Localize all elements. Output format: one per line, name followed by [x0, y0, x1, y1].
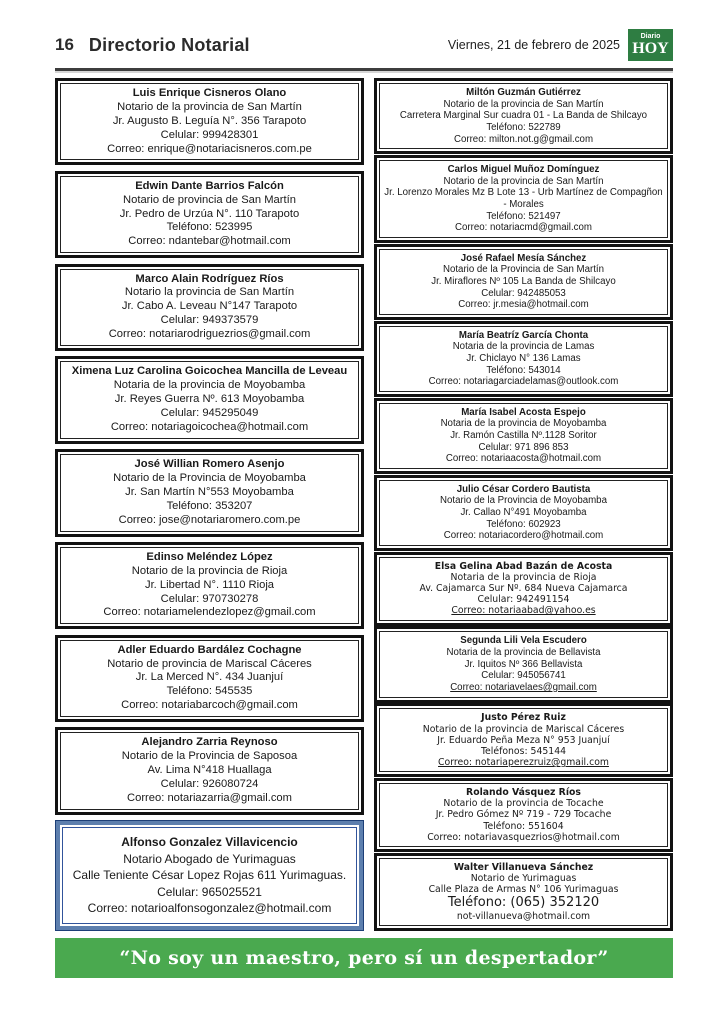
notary-line: Celular: 942491154 [477, 594, 570, 606]
notary-box [374, 321, 673, 397]
notary-line: Notario Abogado de Yurimaguas [123, 851, 296, 866]
notary-line: Teléfono: 353207 [166, 499, 253, 512]
header-divider [55, 68, 673, 71]
notary-line: Notario de provincia de Mariscal Cáceres [107, 657, 312, 670]
notary-box [374, 398, 673, 474]
notary-line: Notario de la provincia de Rioja [131, 564, 288, 577]
notary-line: Notaria de la provincia de Moyobamba [440, 418, 607, 430]
notary-line: Teléfono: 543014 [486, 364, 561, 376]
notary-box [55, 356, 364, 443]
notary-line: Notaria de la provincia de Rioja [450, 571, 597, 583]
notary-line: Correo: notariazarria@gmail.com [127, 792, 292, 805]
notary-line: Teléfono: 551604 [483, 820, 564, 832]
notary-line: Celular: 971 896 853 [478, 441, 569, 453]
notary-name: Adler Eduardo Bardález Cochagne [117, 643, 302, 656]
notary-box [55, 78, 364, 165]
notary-box [55, 542, 364, 629]
page-number: 16 [55, 35, 74, 54]
page-title: Directorio Notarial [88, 34, 250, 55]
notary-line: Av. Lima N°418 Huallaga [147, 764, 272, 777]
notary-line: Correo: notariaacosta@hotmail.com [445, 453, 602, 465]
notary-line: Jr. Ramón Castilla Nº.1128 Soritor [450, 430, 597, 442]
column-right [374, 78, 673, 931]
notary-line: Correo: notariabarcoch@gmail.com [121, 699, 298, 712]
notary-line: Celular: 965025521 [157, 884, 262, 899]
logo-diario-text: Diario [640, 33, 661, 41]
notary-line: Notario de la provincia de San Martín [443, 175, 604, 187]
notary-name: María Beatríz García Chonta [458, 329, 589, 341]
notary-line: Correo: notariamelendezlopez@gmail.com [103, 606, 316, 619]
notary-line: Celular: 942485053 [481, 287, 566, 299]
notary-box [374, 626, 673, 702]
notary-name: Alfonso Gonzalez Villavicencio [121, 835, 298, 850]
quote-banner [55, 938, 673, 978]
notary-line: Correo: notariarodriguezrios@gmail.com [108, 328, 311, 341]
diario-hoy-logo [628, 29, 673, 61]
notary-line: Celular: 945056741 [481, 670, 566, 682]
notary-line: Notario de Yurimaguas [470, 872, 577, 884]
notary-name: Marco Alain Rodríguez Ríos [135, 272, 284, 285]
notary-line: Carretera Marginal Sur cuadra 01 - La Banda de Shilcayo [399, 110, 648, 122]
notary-name: Elsa Gelina Abad Bazán de Acosta [434, 560, 613, 572]
notary-line: Calle Plaza de Armas N° 106 Yurimaguas [428, 884, 619, 895]
notary-line: Teléfono: 522789 [486, 121, 561, 133]
notary-line: Teléfonos: 545144 [480, 745, 567, 757]
notary-name: Julio César Cordero Bautista [456, 483, 591, 495]
notary-line: Notario de la Provincia de Moyobamba [440, 495, 607, 507]
notary-line: Jr. Pedro de Urzúa N°. 110 Tarapoto [119, 207, 300, 220]
notary-line: Correo: notarioalfonsogonzalez@hotmail.com [87, 901, 332, 916]
notary-line: Correo: notariaperezruiz@gmail.com [438, 757, 609, 769]
notary-line: Jr. Chiclayo N° 136 Lamas [466, 353, 581, 365]
notary-name: José Willian Romero Asenjo [134, 458, 285, 471]
notary-line: Jr. Iquitos Nº 366 Bellavista [464, 658, 583, 670]
notary-line: Notaria de la provincia de Moyobamba [113, 379, 306, 392]
notary-line: Notario de la provincia de San Martín [443, 98, 604, 110]
notary-line: Correo: jr.mesia@hotmail.com [458, 299, 589, 311]
notary-line: Teléfono: 523995 [166, 221, 253, 234]
quote-text: “No soy un maestro, pero sí un despertador” [119, 947, 609, 969]
notary-box [55, 727, 364, 814]
notary-line: Notario de la provincia de Mariscal Cáceres [422, 723, 625, 735]
notary-name: Justo Pérez Ruiz [481, 712, 566, 724]
notary-line: Celular: 945295049 [160, 407, 259, 420]
notary-name: José Rafael Mesía Sánchez [460, 252, 587, 264]
notary-line: Correo: notariagoicochea@hotmail.com [110, 420, 309, 433]
column-left [55, 78, 364, 931]
notary-line: Teléfono: 521497 [486, 210, 561, 222]
notary-line: Jr. Eduardo Peña Meza N° 953 Juanjuí [437, 734, 610, 746]
notary-line: not-villanueva@hotmail.com [456, 910, 591, 922]
notary-line: Correo: notariaabad@yahoo.es [451, 605, 596, 617]
notary-line: Teléfono: (065) 352120 [447, 895, 600, 911]
notary-box [55, 264, 364, 351]
notary-line: Teléfono: 545535 [166, 685, 253, 698]
notary-line: Correo: notariavasquezrios@hotmail.com [427, 831, 620, 843]
notary-box [55, 635, 364, 722]
notary-line: Jr. Miraflores Nº 105 La Banda de Shilcayo [431, 275, 616, 287]
notary-line: Celular: 970730278 [160, 592, 259, 605]
notary-line: Jr. Reyes Guerra Nº. 613 Moyobamba [114, 393, 305, 406]
logo-hoy-text: HOY [632, 39, 669, 57]
notary-box [374, 78, 673, 154]
notary-box [56, 821, 363, 930]
notary-line: Correo: enrique@notariacisneros.com.pe [107, 142, 312, 155]
notary-line: Correo: milton.not.g@gmail.com [453, 133, 594, 145]
notary-line: Jr. Cabo A. Leveau N°147 Tarapoto [121, 300, 298, 313]
notary-line: Notaria de la provincia de Lamas [452, 341, 595, 353]
notary-line: Notario de la Provincia de Moyobamba [113, 472, 306, 485]
notary-line: Correo: jose@notariaromero.com.pe [118, 513, 301, 526]
notary-line: Notaria de la provincia de Bellavista [446, 647, 601, 659]
notary-line: Notario de la provincia de San Martín [117, 100, 302, 113]
notary-line: Jr. San Martín N°553 Moyobamba [125, 485, 294, 498]
notary-line: Jr. Pedro Gómez Nº 719 - 729 Tocache [435, 809, 612, 821]
notary-line: Notario de la Provincia de San Martín [442, 264, 604, 276]
notary-line: Notario de la provincia de Tocache [443, 798, 604, 810]
notary-name: María Isabel Acosta Espejo [461, 406, 586, 418]
notary-line: Correo: ndantebar@hotmail.com [128, 235, 291, 248]
notary-name: Carlos Miguel Muñoz Domínguez [447, 164, 600, 176]
notary-box [374, 475, 673, 551]
notary-line: Notario la provincia de San Martín [124, 286, 295, 299]
notary-line: Teléfono: 602923 [486, 518, 561, 530]
date-text: Viernes, 21 de febrero de 2025 [447, 38, 620, 52]
notary-name: Edinso Meléndez López [146, 550, 273, 563]
notary-name: Luis Enrique Cisneros Olano [132, 87, 287, 99]
notary-box [55, 171, 364, 258]
notary-box [374, 244, 673, 320]
notary-name: Rolando Vásquez Ríos [466, 787, 581, 799]
notary-line: Correo: notariavelaes@gmail.com [450, 682, 597, 693]
notary-line: Jr. Callao N°491 Moyobamba [460, 507, 587, 519]
notary-name: Walter Villanueva Sánchez [453, 861, 594, 873]
notary-line: Correo: notariacmd@gmail.com [455, 222, 592, 234]
notary-name: Alejandro Zarria Reynoso [141, 736, 278, 749]
notary-line: Jr. Libertad N°. 1110 Rioja [144, 578, 275, 591]
notary-box [374, 778, 673, 852]
notary-name: Miltón Guzmán Gutiérrez [466, 87, 581, 98]
notary-line: Jr. Lorenzo Morales Mz B Lote 13 - Urb Martínez de Compagñon - Morales [384, 187, 663, 210]
notary-name: Segunda Lili Vela Escudero [460, 635, 587, 647]
notary-line: Celular: 999428301 [160, 128, 259, 141]
notary-box [374, 155, 673, 243]
notary-line: Correo: notariagarciadelamas@outlook.com [428, 376, 619, 388]
notary-line: Calle Teniente César Lopez Rojas 611 Yurimaguas. [72, 868, 347, 883]
notary-line: Celular: 949373579 [160, 314, 259, 327]
notary-name: Edwin Dante Barrios Falcón [135, 179, 284, 192]
notary-line: Celular: 926080724 [160, 778, 259, 791]
notary-line: Notario de provincia de San Martín [123, 193, 296, 206]
notary-name: Ximena Luz Carolina Goicochea Mancilla de Leveau [71, 365, 348, 378]
notary-line: Jr. La Merced N°. 434 Juanjuí [135, 671, 284, 684]
notary-box [374, 853, 673, 931]
notary-line: Av. Cajamarca Sur Nº. 684 Nueva Cajamarca [419, 583, 628, 595]
notary-line: Notario de la Provincia de Saposoa [121, 750, 298, 763]
notary-line: Correo: notariacordero@hotmail.com [443, 530, 604, 542]
page-header [55, 26, 673, 64]
notary-box [374, 552, 673, 626]
notary-box [55, 449, 364, 536]
notary-directory [55, 78, 673, 931]
notary-line: Jr. Augusto B. Leguía N°. 356 Tarapoto [112, 114, 307, 127]
notary-box [374, 703, 673, 777]
